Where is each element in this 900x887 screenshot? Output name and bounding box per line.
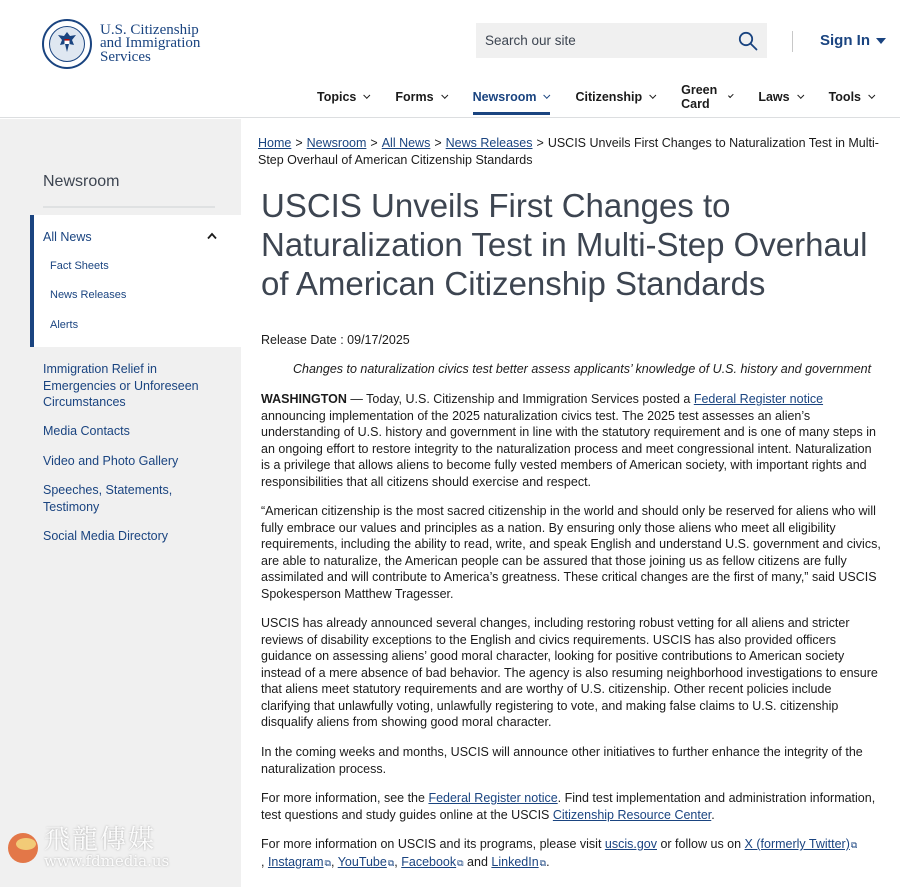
search-box: [476, 23, 767, 58]
external-link-icon: ⧉: [387, 857, 395, 868]
caret-down-icon: [876, 38, 886, 44]
logo-line-2: and Immigration: [100, 35, 201, 52]
breadcrumb: [258, 135, 883, 168]
article-paragraph-1: [261, 391, 883, 490]
nav-newsroom[interactable]: [473, 87, 551, 107]
sidebar-item-immigration-relief[interactable]: Immigration Relief in Emergencies or Unforeseen Circumstances: [43, 362, 199, 409]
site-header: [0, 0, 900, 118]
logo-text: [100, 21, 201, 65]
paragraph-text: and: [463, 854, 492, 869]
sidebar-item-news-releases[interactable]: News Releases: [50, 289, 127, 301]
article-paragraph-3: USCIS has already announced several changes, including restoring robust vetting for all aliens and stricter reviews of disability exceptions to the English and civics requirements. USCIS has also provided officers guidance on assessing aliens’ good moral character, looking for positive contributions to American society instead of a mere absence of bad behavior. The agency is also resuming neighborhood investigations to ensure that aliens meet statutory requirements and are worthy of U.S. citizenship. Other recent policies include clarifying that unlawfully voting, unlawfully registering to vote, and making false claims to U.S. citizenship disqualify aliens from showing good moral character.: [261, 616, 878, 729]
federal-register-link-2[interactable]: Federal Register notice: [428, 791, 558, 805]
sidebar: [0, 119, 241, 887]
external-link-icon: ⧉: [324, 857, 331, 868]
paragraph-text: .: [711, 807, 715, 822]
nav-topics[interactable]: [317, 87, 370, 107]
sidebar-item-video-photo-gallery[interactable]: Video and Photo Gallery: [43, 454, 179, 468]
nav-laws[interactable]: [758, 87, 803, 107]
linkedin-link[interactable]: LinkedIn: [491, 854, 539, 869]
breadcrumb-home[interactable]: Home: [258, 136, 292, 150]
logo-line-3: Services: [100, 48, 151, 65]
external-link-icon: ⧉: [850, 840, 858, 850]
nav-label: Tools: [828, 90, 861, 104]
nav-label: Newsroom: [472, 90, 537, 104]
nav-citizenship[interactable]: [575, 87, 656, 107]
chevron-down-icon: [728, 92, 734, 98]
sign-in-label: Sign In: [820, 32, 870, 49]
paragraph-text: . Find test implementation and administration information, test questions and study guides online at the USCIS: [261, 791, 876, 822]
chevron-up-icon[interactable]: [207, 231, 217, 241]
sign-in-button[interactable]: [820, 32, 886, 49]
paragraph-text: ,: [330, 854, 338, 869]
paragraph-text: For more information on USCIS and its programs, please visit: [261, 837, 605, 851]
article-paragraph-6: [261, 836, 861, 871]
nav-label: Forms: [395, 90, 434, 104]
article-paragraph-5: [261, 790, 883, 823]
sidebar-active-section: [30, 215, 241, 347]
nav-label: Citizenship: [575, 90, 643, 104]
nav-forms[interactable]: [395, 87, 447, 107]
breadcrumb-separator: >: [295, 136, 303, 150]
uscis-gov-link[interactable]: uscis.gov: [604, 837, 657, 851]
breadcrumb-current: USCIS Unveils First Changes to Naturalization Test in Multi-Step Overhaul of American Citizenship Standards: [258, 136, 879, 167]
breadcrumb-separator: >: [536, 136, 544, 150]
page-title: USCIS Unveils First Changes to Naturalization Test in Multi-Step Overhaul of American Citizenship Standards: [261, 187, 868, 302]
chevron-down-icon: [797, 91, 804, 98]
nav-label: Green Card: [681, 83, 718, 111]
release-date: [261, 333, 410, 347]
sidebar-item-speeches[interactable]: Speeches, Statements, Testimony: [43, 483, 173, 514]
youtube-link[interactable]: YouTube: [337, 854, 387, 869]
search-icon[interactable]: [738, 31, 758, 51]
logo-line-1: U.S. Citizenship: [100, 21, 199, 38]
chevron-down-icon: [649, 91, 656, 98]
paragraph-text: .: [546, 854, 550, 869]
nav-tools[interactable]: [829, 87, 875, 107]
paragraph-text: For more information, see the: [261, 791, 429, 805]
instagram-link[interactable]: Instagram: [267, 854, 324, 869]
watermark-url: www.fdmedia.us: [44, 852, 170, 870]
sidebar-divider: [43, 206, 215, 208]
watermark-logo-icon: [8, 833, 38, 863]
breadcrumb-newsroom[interactable]: Newsroom: [306, 136, 367, 150]
watermark-text: [44, 826, 169, 869]
paragraph-text: — Today, U.S. Citizenship and Immigration Services posted a: [346, 392, 694, 406]
dhs-seal-icon: [42, 19, 92, 69]
uscis-logo[interactable]: [42, 19, 200, 69]
breadcrumb-news-releases[interactable]: News Releases: [445, 136, 533, 150]
breadcrumb-all-news[interactable]: All News: [381, 136, 431, 150]
chevron-down-icon: [544, 91, 551, 98]
breadcrumb-separator: >: [434, 136, 442, 150]
paragraph-text: announcing implementation of the 2025 naturalization civics test. The 2025 test assesses an alien’s understanding of U.S. history and government in line with the statutory requirement and is one of many steps in an ongoing effort to restore integrity to the naturalization process and meet congressional intent. Naturalization is a privilege that allows aliens to become fully vested members of American society, with important rights and responsibilities that all citizens should exercise and respect.: [261, 408, 876, 489]
sidebar-item-social-media-directory[interactable]: Social Media Directory: [43, 529, 169, 543]
article-paragraph-2: “American citizenship is the most sacred citizenship in the world and should only be reserved for aliens who will fully embrace our values and principles as a nation. By ensuring only those aliens who meet all eligibility requirements, including the ability to read, write, and speak English and understand U.S. government and civics, are able to naturalize, the American people can be assured that those joining us as fellow citizens are fully assimilated and will contribute to America’s greatness. These critical changes are the first of many,” said USCIS Spokesperson Matthew Tragesser.: [261, 504, 881, 601]
chevron-down-icon: [868, 91, 875, 98]
citizenship-resource-center-link[interactable]: Citizenship Resource Center: [552, 807, 712, 822]
chevron-down-icon: [441, 91, 448, 98]
breadcrumb-separator: >: [370, 136, 378, 150]
sidebar-item-media-contacts[interactable]: Media Contacts: [43, 424, 130, 438]
header-divider: [792, 31, 793, 52]
article-paragraph-4: In the coming weeks and months, USCIS will announce other initiatives to further enhance the integrity of the naturalization process.: [261, 745, 863, 776]
external-link-icon: ⧉: [539, 857, 547, 868]
release-date-label: Release Date :: [261, 333, 344, 347]
federal-register-link[interactable]: Federal Register notice: [693, 392, 824, 406]
dateline: WASHINGTON: [261, 392, 347, 406]
sidebar-title: Newsroom: [43, 173, 120, 190]
chevron-down-icon: [364, 91, 371, 98]
watermark: [8, 826, 169, 869]
paragraph-text: ,: [261, 854, 268, 869]
sidebar-item-all-news[interactable]: All News: [43, 230, 92, 244]
nav-label: Laws: [758, 90, 790, 104]
facebook-link[interactable]: Facebook: [401, 854, 457, 869]
paragraph-text: or follow us on: [657, 837, 745, 851]
paragraph-text: ,: [394, 854, 402, 869]
nav-label: Topics: [317, 90, 357, 104]
nav-green-card[interactable]: [681, 83, 733, 111]
x-twitter-link[interactable]: X (formerly Twitter): [744, 837, 850, 851]
sidebar-item-fact-sheets[interactable]: Fact Sheets: [50, 260, 109, 272]
external-link-icon: ⧉: [457, 857, 464, 868]
sidebar-item-alerts[interactable]: Alerts: [50, 319, 79, 331]
watermark-chinese: 飛龍傳媒: [44, 825, 157, 855]
search-input[interactable]: [476, 23, 726, 58]
main-nav: [317, 83, 900, 111]
release-date-value: 09/17/2025: [347, 333, 410, 347]
article-subtitle: Changes to naturalization civics test better assess applicants’ knowledge of U.S. history and government: [293, 362, 872, 376]
